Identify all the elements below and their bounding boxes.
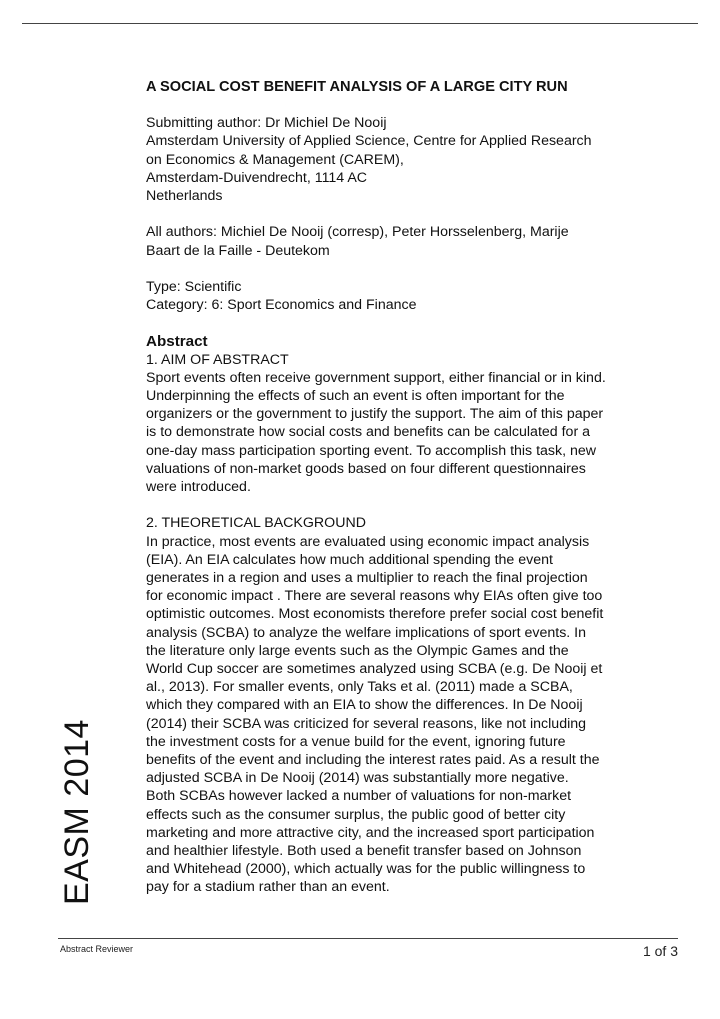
author-line: on Economics & Management (CAREM),: [146, 151, 404, 168]
section-heading: 1. AIM OF ABSTRACT: [146, 351, 289, 368]
paragraph-line: the literature only large events such as the Olympic Games and the: [146, 642, 569, 659]
paragraph-line: organizers or the government to justify the support. The aim of this paper: [146, 406, 604, 423]
author-line: Amsterdam University of Applied Science, Centre for Applied Research: [146, 133, 592, 150]
paragraph-line: benefits of the event and including the interest rates paid. As a result the: [146, 752, 600, 769]
author-line: Submitting author: Dr Michiel De Nooij: [146, 115, 387, 132]
paragraph-line: one-day mass participation sporting event. To accomplish this task, new: [146, 442, 597, 459]
type-block: [146, 278, 686, 314]
paragraph-line: adjusted SCBA in De Nooij (2014) was substantially more negative.: [146, 770, 569, 787]
paragraph-line: valuations of non-market goods based on four different questionnaires: [146, 460, 586, 477]
paragraph-line: World Cup soccer are sometimes analyzed using SCBA (e.g. De Nooij et: [146, 661, 603, 678]
document-body: [146, 78, 686, 915]
paragraph-line: is to demonstrate how social costs and benefits can be calculated for a: [146, 424, 591, 441]
type-line: Type: Scientific: [146, 279, 242, 295]
paragraph-line: In practice, most events are evaluated using economic impact analysis: [146, 533, 590, 550]
paragraph-line: effects such as the consumer surplus, the public good of better city: [146, 806, 566, 823]
abstract-section-1: [146, 333, 686, 497]
paragraph-line: generates in a region and uses a multiplier to reach the final projection: [146, 570, 588, 587]
document-title: A SOCIAL COST BENEFIT ANALYSIS OF A LARGE CITY RUN: [146, 79, 568, 95]
author-line: Netherlands: [146, 188, 223, 205]
paragraph-line: Sport events often receive government support, either financial or in kind.: [146, 369, 606, 386]
paragraph-line: (EIA). An EIA calculates how much additional spending the event: [146, 551, 553, 568]
author-line: Amsterdam-Duivendrecht, 1114 AC: [146, 169, 368, 186]
all-authors-line: All authors: Michiel De Nooij (corresp), Peter Horsselenberg, Marije: [146, 224, 569, 241]
footer-rule: [58, 938, 678, 939]
all-authors-block: [146, 223, 686, 259]
paragraph-line: optimistic outcomes. Most economists therefore prefer social cost benefit: [146, 606, 604, 623]
top-rule: [22, 23, 698, 24]
side-label: EASM 2014: [58, 719, 96, 905]
page-number: 1 of 3: [642, 943, 678, 959]
author-block: [146, 114, 686, 205]
section-1-text: [146, 369, 686, 496]
paragraph-line: Underpinning the effects of such an event is often important for the: [146, 388, 565, 404]
category-line: Category: 6: Sport Economics and Finance: [146, 297, 417, 314]
paragraph-line: and healthier lifestyle. Both used a benefit transfer based on Johnson: [146, 843, 582, 860]
paragraph-line: and Whitehead (2000), which actually was for the public willingness to: [146, 861, 586, 878]
section-heading: 2. THEORETICAL BACKGROUND: [146, 515, 366, 532]
paragraph-line: for economic impact . There are several reasons why EIAs often give too: [146, 588, 603, 605]
paragraph-line: pay for a stadium rather than an event.: [146, 879, 390, 896]
paragraph-line: Both SCBAs however lacked a number of valuations for non-market: [146, 788, 572, 805]
paragraph-line: were introduced.: [146, 479, 251, 496]
paragraph-line: which they compared with an EIA to show the differences. In De Nooij: [146, 697, 583, 714]
abstract-section-2: [146, 514, 686, 896]
section-2-text: [146, 533, 686, 897]
paragraph-line: (2014) their SCBA was criticized for several reasons, like not including: [146, 715, 587, 732]
all-authors-line: Baart de la Faille - Deutekom: [146, 242, 330, 259]
paragraph-line: al., 2013). For smaller events, only Taks et al. (2011) made a SCBA,: [146, 679, 573, 696]
paragraph-line: analysis (SCBA) to analyze the welfare implications of sport events. In: [146, 624, 587, 641]
paragraph-line: the investment costs for a venue build for the event, ignoring future: [146, 733, 566, 750]
abstract-heading: Abstract: [146, 332, 208, 350]
paragraph-line: marketing and more attractive city, and the increased sport participation: [146, 824, 595, 841]
footer-reviewer-label: Abstract Reviewer: [60, 944, 134, 954]
